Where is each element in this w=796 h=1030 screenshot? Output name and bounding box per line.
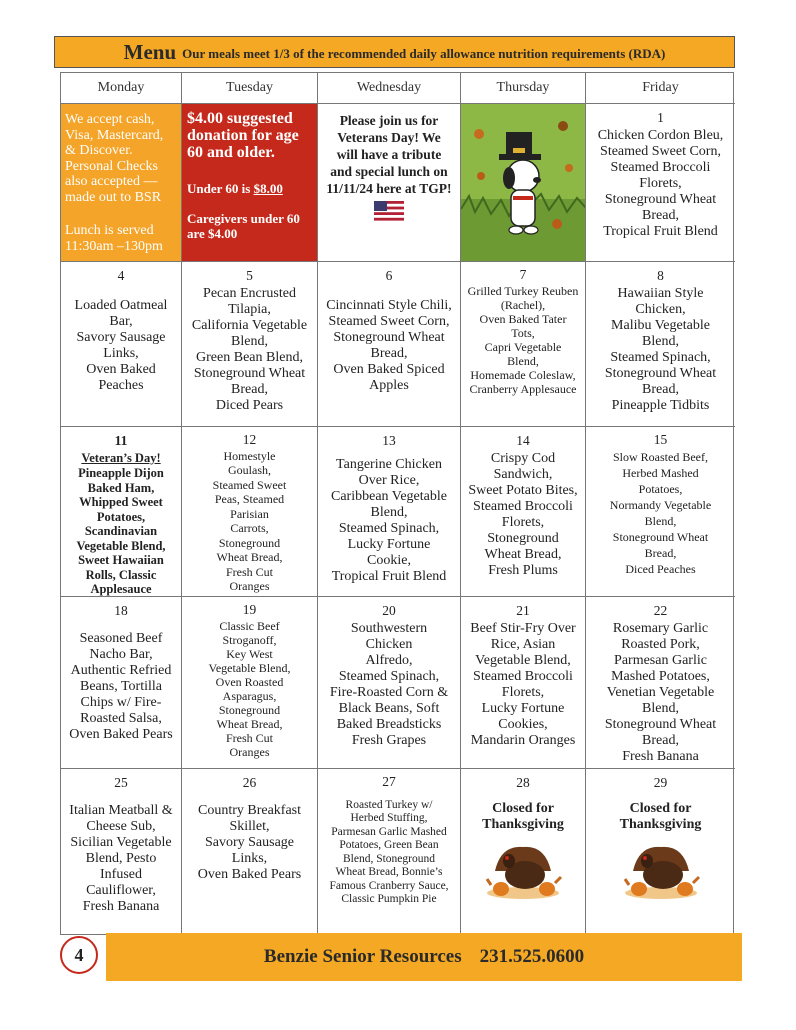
day-cell-15 — [586, 427, 735, 597]
payment-info: We accept cash, Visa, Mastercard, & Discover. Personal Checks also accepted — made out to BSR — [65, 112, 164, 205]
day-menu: Italian Meatball & Cheese Sub, Sicilian Vegetable Blend, Pesto Infused Cauliflower, Fresh Banana — [69, 803, 173, 914]
pilgrim-beagle-icon — [461, 104, 586, 262]
day-cell-5 — [182, 262, 318, 427]
page-number: 4 — [60, 936, 98, 974]
footer-bar — [106, 933, 742, 981]
day-cell-11 — [61, 427, 182, 597]
day-cell-26 — [182, 769, 318, 936]
day-number: 5 — [246, 268, 253, 283]
day-number: 13 — [382, 433, 396, 448]
day-number: 12 — [242, 432, 257, 447]
veterans-day-invite-cell — [318, 104, 461, 262]
phone-number: 231.525.0600 — [479, 946, 585, 967]
menu-header — [54, 36, 735, 68]
under-60-price: $8.00 — [253, 181, 283, 196]
day-header-wednesday: Wednesday — [318, 73, 461, 104]
day-number: 20 — [382, 603, 396, 618]
payment-info-cell — [61, 104, 182, 262]
day-menu: Roasted Turkey w/ Herbed Stuffing, Parmesan Garlic Mashed Potatoes, Green Bean Blend, Stoneground Wheat Bread, Bonnie’s Famous Cranberry Sauce, Classic Pumpkin Pie — [329, 798, 449, 905]
day-cell-6 — [318, 262, 461, 427]
day-menu: Hawaiian Style Chicken, Malibu Vegetable Blend, Steamed Spinach, Stoneground Wheat Bread, Pineapple Tidbits — [604, 286, 717, 413]
under-60-label: Under 60 is — [187, 181, 254, 196]
day-menu: Country Breakfast Skillet, Savory Sausage Links, Oven Baked Pears — [197, 803, 302, 882]
day-menu: Grilled Turkey Reuben (Rachel), Oven Baked Tater Tots, Capri Vegetable Blend, Homemade Coleslaw, Cranberry Applesauce — [467, 284, 579, 396]
day-number: 1 — [657, 110, 664, 125]
day-cell-19 — [182, 597, 318, 769]
day-cell-22 — [586, 597, 735, 769]
day-cell-1 — [586, 104, 735, 262]
day-cell-8 — [586, 262, 735, 427]
day-menu: Chicken Cordon Bleu, Steamed Sweet Corn, Steamed Broccoli Florets, Stoneground Wheat Bread, Tropical Fruit Blend — [597, 128, 724, 239]
menu-calendar — [60, 72, 734, 935]
day-cell-25 — [61, 769, 182, 936]
day-number: 11 — [114, 433, 128, 448]
day-number: 26 — [242, 775, 257, 790]
day-cell-21 — [461, 597, 586, 769]
day-number: 15 — [653, 432, 668, 447]
day-cell-13 — [318, 427, 461, 597]
menu-title: Menu — [123, 39, 177, 64]
under-60-info — [187, 181, 312, 197]
day-menu: Beef Stir-Fry Over Rice, Asian Vegetable Blend, Steamed Broccoli Florets, Lucky Fortune Cookies, Mandarin Oranges — [470, 621, 576, 748]
day-number: 6 — [385, 268, 393, 283]
day-cell-14 — [461, 427, 586, 597]
day-cell-20 — [318, 597, 461, 769]
day-menu: Classic Beef Stroganoff, Key West Vegetable Blend, Oven Roasted Asparagus, Stoneground Wheat Bread, Fresh Cut Oranges — [208, 619, 291, 759]
day-menu: Pecan Encrusted Tilapia, California Vegetable Blend, Green Bean Blend, Stoneground Wheat Bread, Diced Pears — [191, 286, 308, 413]
day-menu: Pineapple Dijon Baked Ham, Whipped Sweet Potatoes, Scandinavian Vegetable Blend, Sweet Hawaiian Rolls, Classic Applesauce — [76, 466, 166, 596]
day-menu: Rosemary Garlic Roasted Pork, Parmesan Garlic Mashed Potatoes, Venetian Vegetable Blend, Stoneground Wheat Bread, Fresh Banana — [604, 621, 717, 764]
organization-name: Benzie Senior Resources — [263, 946, 462, 967]
turkey-icon — [481, 837, 565, 901]
day-number: 14 — [516, 433, 530, 448]
lunch-hours: Lunch is served 11:30am –130pm — [65, 223, 163, 254]
donation-info: $4.00 suggested donation for age 60 and older. — [187, 110, 299, 161]
day-cell-7 — [461, 262, 586, 427]
day-number: 21 — [516, 603, 530, 618]
day-menu: Cincinnati Style Chili, Steamed Sweet Corn, Stoneground Wheat Bread, Oven Baked Spiced Apples — [326, 298, 452, 393]
day-number: 4 — [117, 268, 125, 283]
american-flag-icon — [374, 201, 404, 223]
donation-info-cell — [182, 104, 318, 262]
day-number: 7 — [519, 267, 527, 282]
day-header-monday: Monday — [61, 73, 182, 104]
day-menu: Loaded Oatmeal Bar, Savory Sausage Links, Oven Baked Peaches — [74, 298, 168, 393]
day-cell-27 — [318, 769, 461, 936]
day-number: 22 — [653, 603, 668, 618]
day-number: 29 — [653, 775, 668, 790]
day-number: 8 — [657, 268, 664, 283]
caregivers-info: Caregivers under 60 are $4.00 — [187, 211, 300, 241]
day-menu: Seasoned Beef Nacho Bar, Authentic Refried Beans, Tortilla Chips w/ Fire- Roasted Salsa, Oven Baked Pears — [69, 631, 173, 742]
day-menu: Slow Roasted Beef, Herbed Mashed Potatoes, Normandy Vegetable Blend, Stoneground Wheat Bread, Diced Peaches — [609, 450, 712, 576]
day-menu: Homestyle Goulash, Steamed Sweet Peas, Steamed Parisian Carrots, Stoneground Wheat Bread, Fresh Cut Oranges — [212, 448, 287, 593]
day-cell-28 — [461, 769, 586, 936]
day-header-thursday: Thursday — [461, 73, 586, 104]
day-cell-18 — [61, 597, 182, 769]
pilgrim-beagle-illustration — [461, 104, 586, 262]
day-menu: Crispy Cod Sandwich, Sweet Potato Bites, Steamed Broccoli Florets, Stoneground Wheat Bread, Fresh Plums — [468, 451, 578, 578]
day-cell-29 — [586, 769, 735, 936]
day-number: 19 — [242, 602, 257, 617]
turkey-icon — [619, 837, 703, 901]
day-menu: Southwestern Chicken Alfredo, Steamed Spinach, Fire-Roasted Corn & Black Beans, Soft Baked Breadsticks Fresh Grapes — [329, 621, 449, 748]
day-header-friday: Friday — [586, 73, 735, 104]
day-number: 18 — [114, 603, 128, 618]
day-cell-4 — [61, 262, 182, 427]
day-cell-12 — [182, 427, 318, 597]
closed-notice: Closed for Thanksgiving — [482, 801, 564, 832]
menu-subtitle: Our meals meet 1/3 of the recommended daily allowance nutrition requirements (RDA) — [182, 45, 666, 61]
day-menu: Tangerine Chicken Over Rice, Caribbean Vegetable Blend, Steamed Spinach, Lucky Fortune Cookie, Tropical Fruit Blend — [331, 457, 447, 584]
day-number: 27 — [382, 774, 396, 789]
veterans-day-title: Veteran’s Day! — [81, 451, 161, 465]
day-number: 28 — [516, 775, 530, 790]
day-header-tuesday: Tuesday — [182, 73, 318, 104]
day-number: 25 — [114, 775, 128, 790]
veterans-day-invite: Please join us for Veterans Day! We will have a tribute and special lunch on 11/11/24 here at TGP! — [326, 113, 452, 196]
closed-notice: Closed for Thanksgiving — [619, 801, 702, 832]
